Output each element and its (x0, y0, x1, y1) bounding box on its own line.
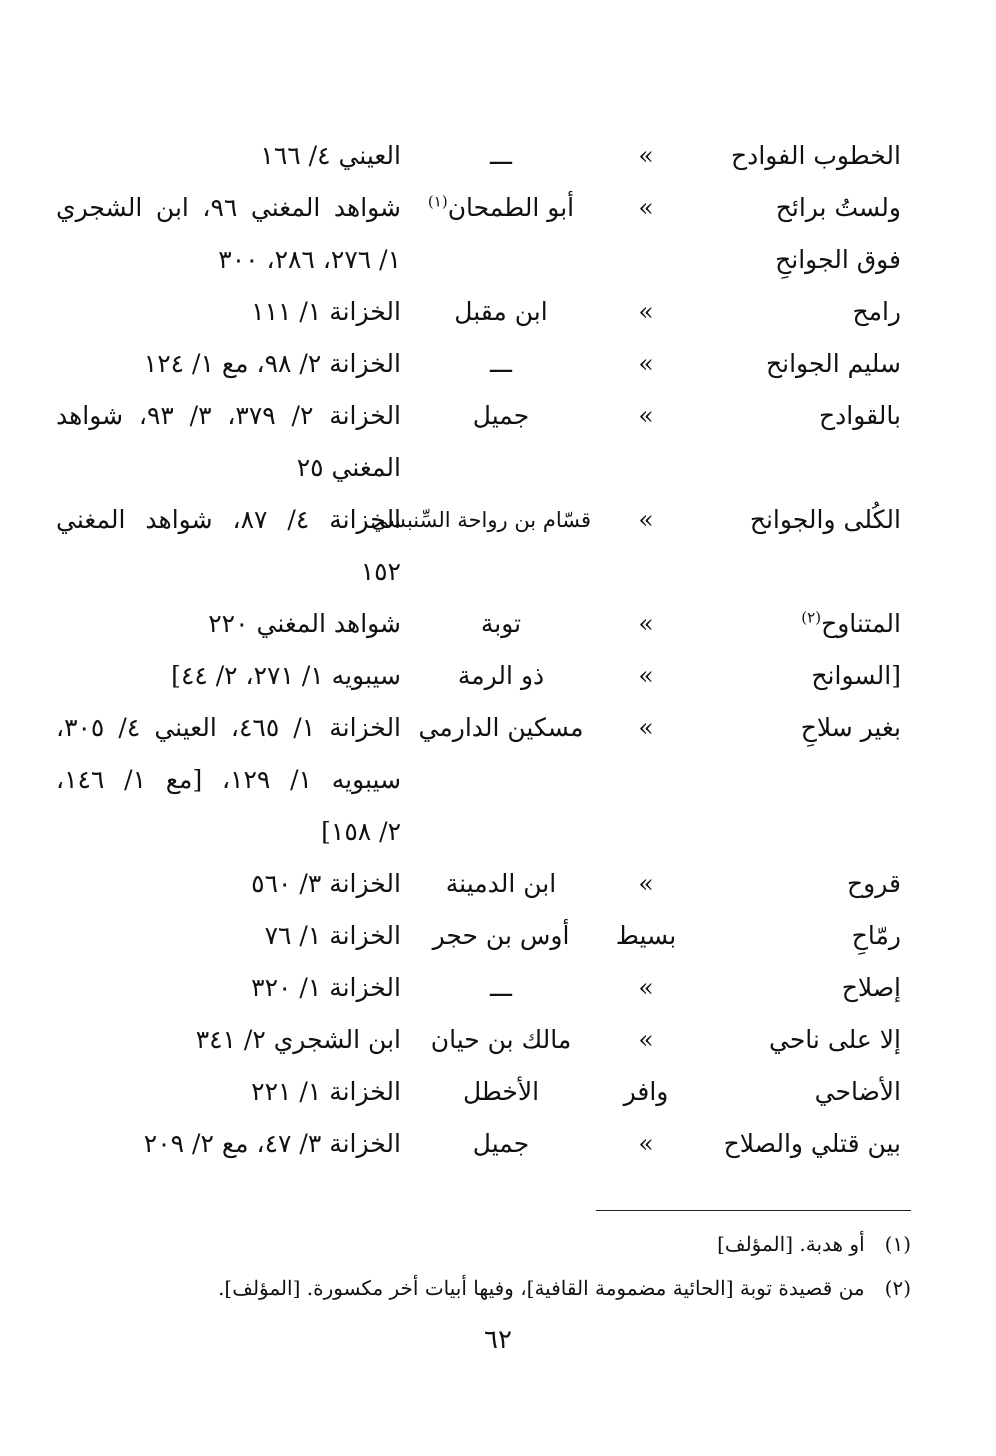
footnote-ref: (١) (427, 192, 448, 211)
meter: » (638, 1025, 654, 1054)
table-row (61, 338, 901, 390)
footnote (71, 1222, 911, 1266)
footnote-text: أو هدبة. [المؤلف] (717, 1232, 865, 1256)
meter: » (638, 713, 654, 742)
table-row (61, 130, 901, 182)
poet: ـــ (490, 141, 512, 170)
table-row (56, 702, 901, 754)
table-row (61, 910, 901, 962)
meter: » (638, 661, 654, 690)
verse-end: إصلاح (841, 973, 901, 1002)
verse-end: إلا على ناحي (769, 1025, 901, 1054)
meter: وافر (623, 1077, 669, 1106)
source: الخزانة ٢/ ٩٨، مع ١/ ١٢٤ (143, 349, 401, 378)
meter: » (638, 193, 654, 222)
footnote-text: من قصيدة توبة [الحائية مضمومة القافية]، وفيها أبيات أخر مكسورة. [المؤلف]. (218, 1276, 865, 1300)
source: العيني ٤/ ١٦٦ (260, 141, 401, 170)
poet: ابن الدمينة (445, 869, 557, 898)
verse-end: بين قتلي والصلاح (723, 1129, 901, 1158)
verse-end: رامح (852, 297, 901, 326)
verse-end: بالقوادح (819, 401, 901, 430)
source: شواهد المغني ٩٦، ابن الشجري (56, 193, 401, 222)
table-row (61, 650, 901, 702)
footnote-ref: (٢) (801, 608, 822, 627)
table-row (61, 1118, 901, 1170)
verse-end: الأضاحي (814, 1077, 901, 1106)
source: سيبويه ١/ ٢٧١، ٢/ ٤٤] (171, 661, 401, 690)
poet: ـــ (490, 349, 512, 378)
footnote-number: (١) (884, 1232, 911, 1256)
poet (411, 182, 591, 234)
verse-end: بغير سلاحِ (800, 713, 901, 742)
meter: » (638, 297, 654, 326)
page-number: ٦٢ (484, 1325, 512, 1355)
footnote-divider (596, 1210, 911, 1211)
source: الخزانة ١/ ٤٦٥، العيني ٤/ ٣٠٥، (56, 713, 402, 742)
table-row (61, 962, 901, 1014)
verse-end: فوق الجوانحِ (775, 245, 901, 274)
table-row (56, 390, 901, 442)
source-continuation: سيبويه ١/ ١٢٩، [مع ١/ ١٤٦، (56, 765, 402, 794)
poet: ابن مقبل (454, 297, 548, 326)
poet: أوس بن حجر (432, 921, 570, 950)
table-row (61, 546, 901, 598)
source-continuation: المغني ٢٥ (296, 453, 401, 482)
poet: ـــ (490, 973, 512, 1002)
source-continuation: ١/ ٢٧٦، ٢٨٦، ٣٠٠ (218, 245, 401, 274)
meter: » (638, 609, 654, 638)
table-row (56, 754, 901, 806)
meter: » (638, 141, 654, 170)
poet: جميل (472, 1129, 530, 1158)
poet: جميل (472, 401, 530, 430)
poet: مسكين الدارمي (418, 713, 584, 742)
poet: ذو الرمة (457, 661, 545, 690)
poet: توبة (480, 609, 522, 638)
poet-name: أبو الطمحان (447, 193, 575, 222)
poet: الأخطل (462, 1077, 540, 1106)
verse-end: الكُلى والجوانح (749, 505, 901, 534)
source-continuation: ٢/ ١٥٨] (321, 817, 401, 846)
meter: بسيط (615, 921, 677, 950)
poet: مالك بن حيان (430, 1025, 572, 1054)
source: الخزانة ٣/ ٥٦٠ (251, 869, 401, 898)
table-row (61, 1014, 901, 1066)
source: شواهد المغني ٢٢٠ (208, 609, 401, 638)
verse-end: رمّاحِ (851, 921, 901, 950)
source: الخزانة ٣/ ٤٧، مع ٢/ ٢٠٩ (143, 1129, 401, 1158)
table-row (61, 858, 901, 910)
footnote (71, 1266, 911, 1310)
table-row (61, 234, 901, 286)
footnote-number: (٢) (884, 1276, 911, 1300)
verse-index-table (56, 130, 901, 1170)
verse-text: المتناوح (821, 609, 901, 638)
table-row (61, 1066, 901, 1118)
meter: » (638, 505, 654, 534)
source: الخزانة ٤/ ٨٧، شواهد المغني (56, 505, 402, 534)
source: ابن الشجري ٢/ ٣٤١ (195, 1025, 401, 1054)
meter: » (638, 869, 654, 898)
source: الخزانة ١/ ٧٦ (264, 921, 401, 950)
table-row (56, 494, 901, 546)
footnotes (71, 1222, 911, 1310)
meter: » (638, 349, 654, 378)
poet: قسّام بن رواحة السِّنبسي (370, 508, 591, 532)
verse-end: [السوانح (811, 661, 901, 690)
source: الخزانة ١/ ٢٢١ (251, 1077, 401, 1106)
source: الخزانة ٢/ ٣٧٩، ٣/ ٩٣، شواهد (56, 401, 402, 430)
table-row (56, 182, 901, 234)
source: الخزانة ١/ ٣٢٠ (251, 973, 401, 1002)
table-row (61, 598, 901, 650)
table-row (61, 442, 901, 494)
meter: » (638, 401, 654, 430)
verse-end: ولستُ برائح (775, 193, 901, 222)
verse-end (701, 598, 901, 650)
source-continuation: ١٥٢ (360, 557, 401, 586)
table-row (61, 806, 901, 858)
meter: » (638, 973, 654, 1002)
verse-end: الخطوب الفوادح (731, 141, 901, 170)
table-row (61, 286, 901, 338)
verse-end: سليم الجوانح (765, 349, 901, 378)
meter: » (638, 1129, 654, 1158)
verse-end: قروح (847, 869, 901, 898)
source: الخزانة ١/ ١١١ (251, 297, 401, 326)
